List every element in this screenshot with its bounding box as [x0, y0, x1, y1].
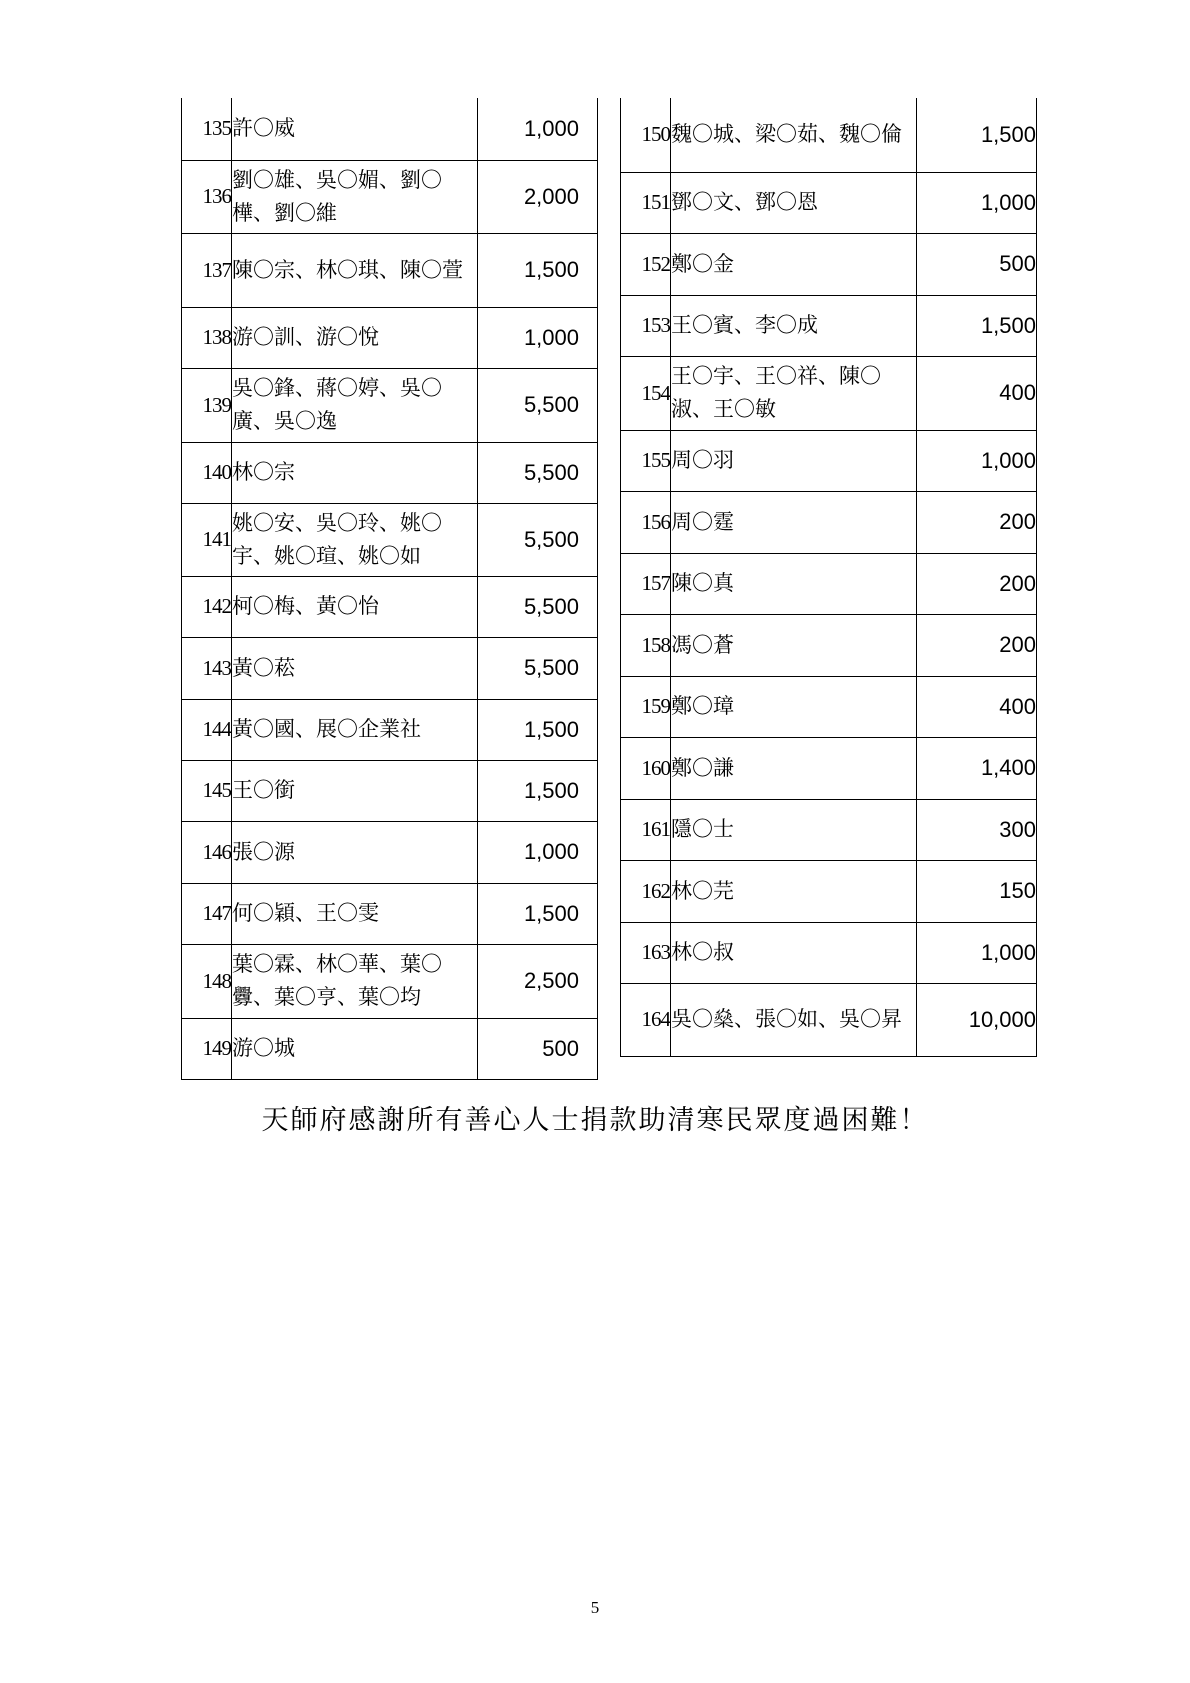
donation-amount: 400: [917, 676, 1037, 737]
donation-amount: 1,000: [478, 821, 598, 883]
table-row: [182, 637, 598, 699]
table-row: [621, 922, 1037, 983]
table-row: [182, 503, 598, 576]
row-number: 138: [182, 307, 232, 368]
donation-amount: 1,500: [478, 233, 598, 307]
donation-amount: 2,500: [478, 944, 598, 1018]
donation-amount: 1,000: [478, 98, 598, 160]
donor-name: 鄭〇金: [671, 233, 917, 295]
donation-amount: 150: [917, 860, 1037, 922]
row-number: 157: [621, 553, 671, 614]
row-number: 145: [182, 760, 232, 821]
donation-amount: 400: [917, 356, 1037, 430]
donor-name: 鄭〇謙: [671, 737, 917, 799]
donor-name: 葉〇霖、林〇華、葉〇釁、葉〇亨、葉〇均: [232, 944, 478, 1018]
donor-name: 陳〇宗、林〇琪、陳〇萱: [232, 233, 478, 307]
donation-amount: 1,500: [478, 883, 598, 944]
table-row: [621, 676, 1037, 737]
row-number: 148: [182, 944, 232, 1018]
donor-name: 隱〇士: [671, 799, 917, 860]
table-row: [621, 737, 1037, 799]
row-number: 160: [621, 737, 671, 799]
row-number: 151: [621, 172, 671, 233]
donation-amount: 5,500: [478, 442, 598, 503]
row-number: 161: [621, 799, 671, 860]
donor-name: 游〇訓、游〇悅: [232, 307, 478, 368]
table-row: [621, 983, 1037, 1056]
row-number: 137: [182, 233, 232, 307]
donation-amount: 1,500: [917, 98, 1037, 172]
table-row: [621, 430, 1037, 491]
thank-you-note: 天師府感謝所有善心人士捐款助清寒民眾度過困難！: [261, 1105, 929, 1136]
table-row: [621, 98, 1037, 172]
table-row: [182, 368, 598, 442]
table-row: [182, 233, 598, 307]
donor-name: 張〇源: [232, 821, 478, 883]
donation-amount: 200: [917, 614, 1037, 676]
donation-amount: 300: [917, 799, 1037, 860]
table-row: [182, 944, 598, 1018]
row-number: 162: [621, 860, 671, 922]
table-row: [621, 356, 1037, 430]
donor-name: 馮〇蒼: [671, 614, 917, 676]
donor-name: 黃〇國、展〇企業社: [232, 699, 478, 760]
donor-name: 林〇宗: [232, 442, 478, 503]
table-row: [182, 699, 598, 760]
table-row: [621, 860, 1037, 922]
page-number: 5: [590, 1598, 600, 1617]
donation-amount: 500: [478, 1018, 598, 1079]
donation-amount: 1,000: [478, 307, 598, 368]
table-row: [182, 307, 598, 368]
row-number: 156: [621, 491, 671, 553]
table-row: [182, 160, 598, 233]
donation-amount: 1,400: [917, 737, 1037, 799]
donor-name: 周〇羽: [671, 430, 917, 491]
table-row: [621, 233, 1037, 295]
donor-name: 林〇叔: [671, 922, 917, 983]
table-row: [621, 614, 1037, 676]
donation-amount: 5,500: [478, 503, 598, 576]
table-row: [182, 1018, 598, 1079]
donor-name: 姚〇安、吳〇玲、姚〇宇、姚〇瑄、姚〇如: [232, 503, 478, 576]
table-row: [182, 576, 598, 637]
donor-name: 劉〇雄、吳〇媚、劉〇樺、劉〇維: [232, 160, 478, 233]
row-number: 141: [182, 503, 232, 576]
donor-name: 鄧〇文、鄧〇恩: [671, 172, 917, 233]
donor-name: 魏〇城、梁〇茹、魏〇倫: [671, 98, 917, 172]
donor-name: 王〇賓、李〇成: [671, 295, 917, 356]
table-row: [182, 760, 598, 821]
row-number: 155: [621, 430, 671, 491]
donation-amount: 1,500: [478, 760, 598, 821]
donation-amount: 1,000: [917, 430, 1037, 491]
donation-amount: 5,500: [478, 368, 598, 442]
donation-amount: 5,500: [478, 637, 598, 699]
donor-name: 游〇城: [232, 1018, 478, 1079]
row-number: 140: [182, 442, 232, 503]
donor-name: 柯〇梅、黃〇怡: [232, 576, 478, 637]
donor-name: 黃〇菘: [232, 637, 478, 699]
donor-name: 陳〇真: [671, 553, 917, 614]
table-row: [621, 172, 1037, 233]
donor-name: 周〇霆: [671, 491, 917, 553]
table-row: [621, 295, 1037, 356]
row-number: 159: [621, 676, 671, 737]
table-row: [182, 442, 598, 503]
table-row: [182, 98, 598, 160]
row-number: 163: [621, 922, 671, 983]
row-number: 158: [621, 614, 671, 676]
donor-name: 王〇銜: [232, 760, 478, 821]
row-number: 146: [182, 821, 232, 883]
donation-amount: 1,500: [478, 699, 598, 760]
donor-name: 林〇芫: [671, 860, 917, 922]
donation-amount: 200: [917, 553, 1037, 614]
donor-name: 何〇穎、王〇雯: [232, 883, 478, 944]
donation-amount: 10,000: [917, 983, 1037, 1056]
donation-amount: 1,000: [917, 172, 1037, 233]
table-row: [182, 821, 598, 883]
row-number: 135: [182, 98, 232, 160]
table-row: [621, 553, 1037, 614]
donation-amount: 1,000: [917, 922, 1037, 983]
row-number: 142: [182, 576, 232, 637]
donor-name: 許〇威: [232, 98, 478, 160]
row-number: 152: [621, 233, 671, 295]
donation-amount: 200: [917, 491, 1037, 553]
donor-name: 吳〇燊、張〇如、吳〇昇: [671, 983, 917, 1056]
row-number: 136: [182, 160, 232, 233]
table-row: [621, 799, 1037, 860]
donor-name: 王〇宇、王〇祥、陳〇淑、王〇敏: [671, 356, 917, 430]
donation-amount: 1,500: [917, 295, 1037, 356]
donor-table-right: [620, 98, 1037, 1057]
row-number: 143: [182, 637, 232, 699]
donor-name: 吳〇鋒、蔣〇婷、吳〇廣、吳〇逸: [232, 368, 478, 442]
row-number: 150: [621, 98, 671, 172]
row-number: 164: [621, 983, 671, 1056]
donor-name: 鄭〇璋: [671, 676, 917, 737]
donor-table-left: [181, 98, 598, 1080]
row-number: 149: [182, 1018, 232, 1079]
table-row: [182, 883, 598, 944]
row-number: 153: [621, 295, 671, 356]
row-number: 139: [182, 368, 232, 442]
row-number: 154: [621, 356, 671, 430]
row-number: 147: [182, 883, 232, 944]
row-number: 144: [182, 699, 232, 760]
donation-amount: 500: [917, 233, 1037, 295]
donation-amount: 2,000: [478, 160, 598, 233]
table-row: [621, 491, 1037, 553]
donation-amount: 5,500: [478, 576, 598, 637]
